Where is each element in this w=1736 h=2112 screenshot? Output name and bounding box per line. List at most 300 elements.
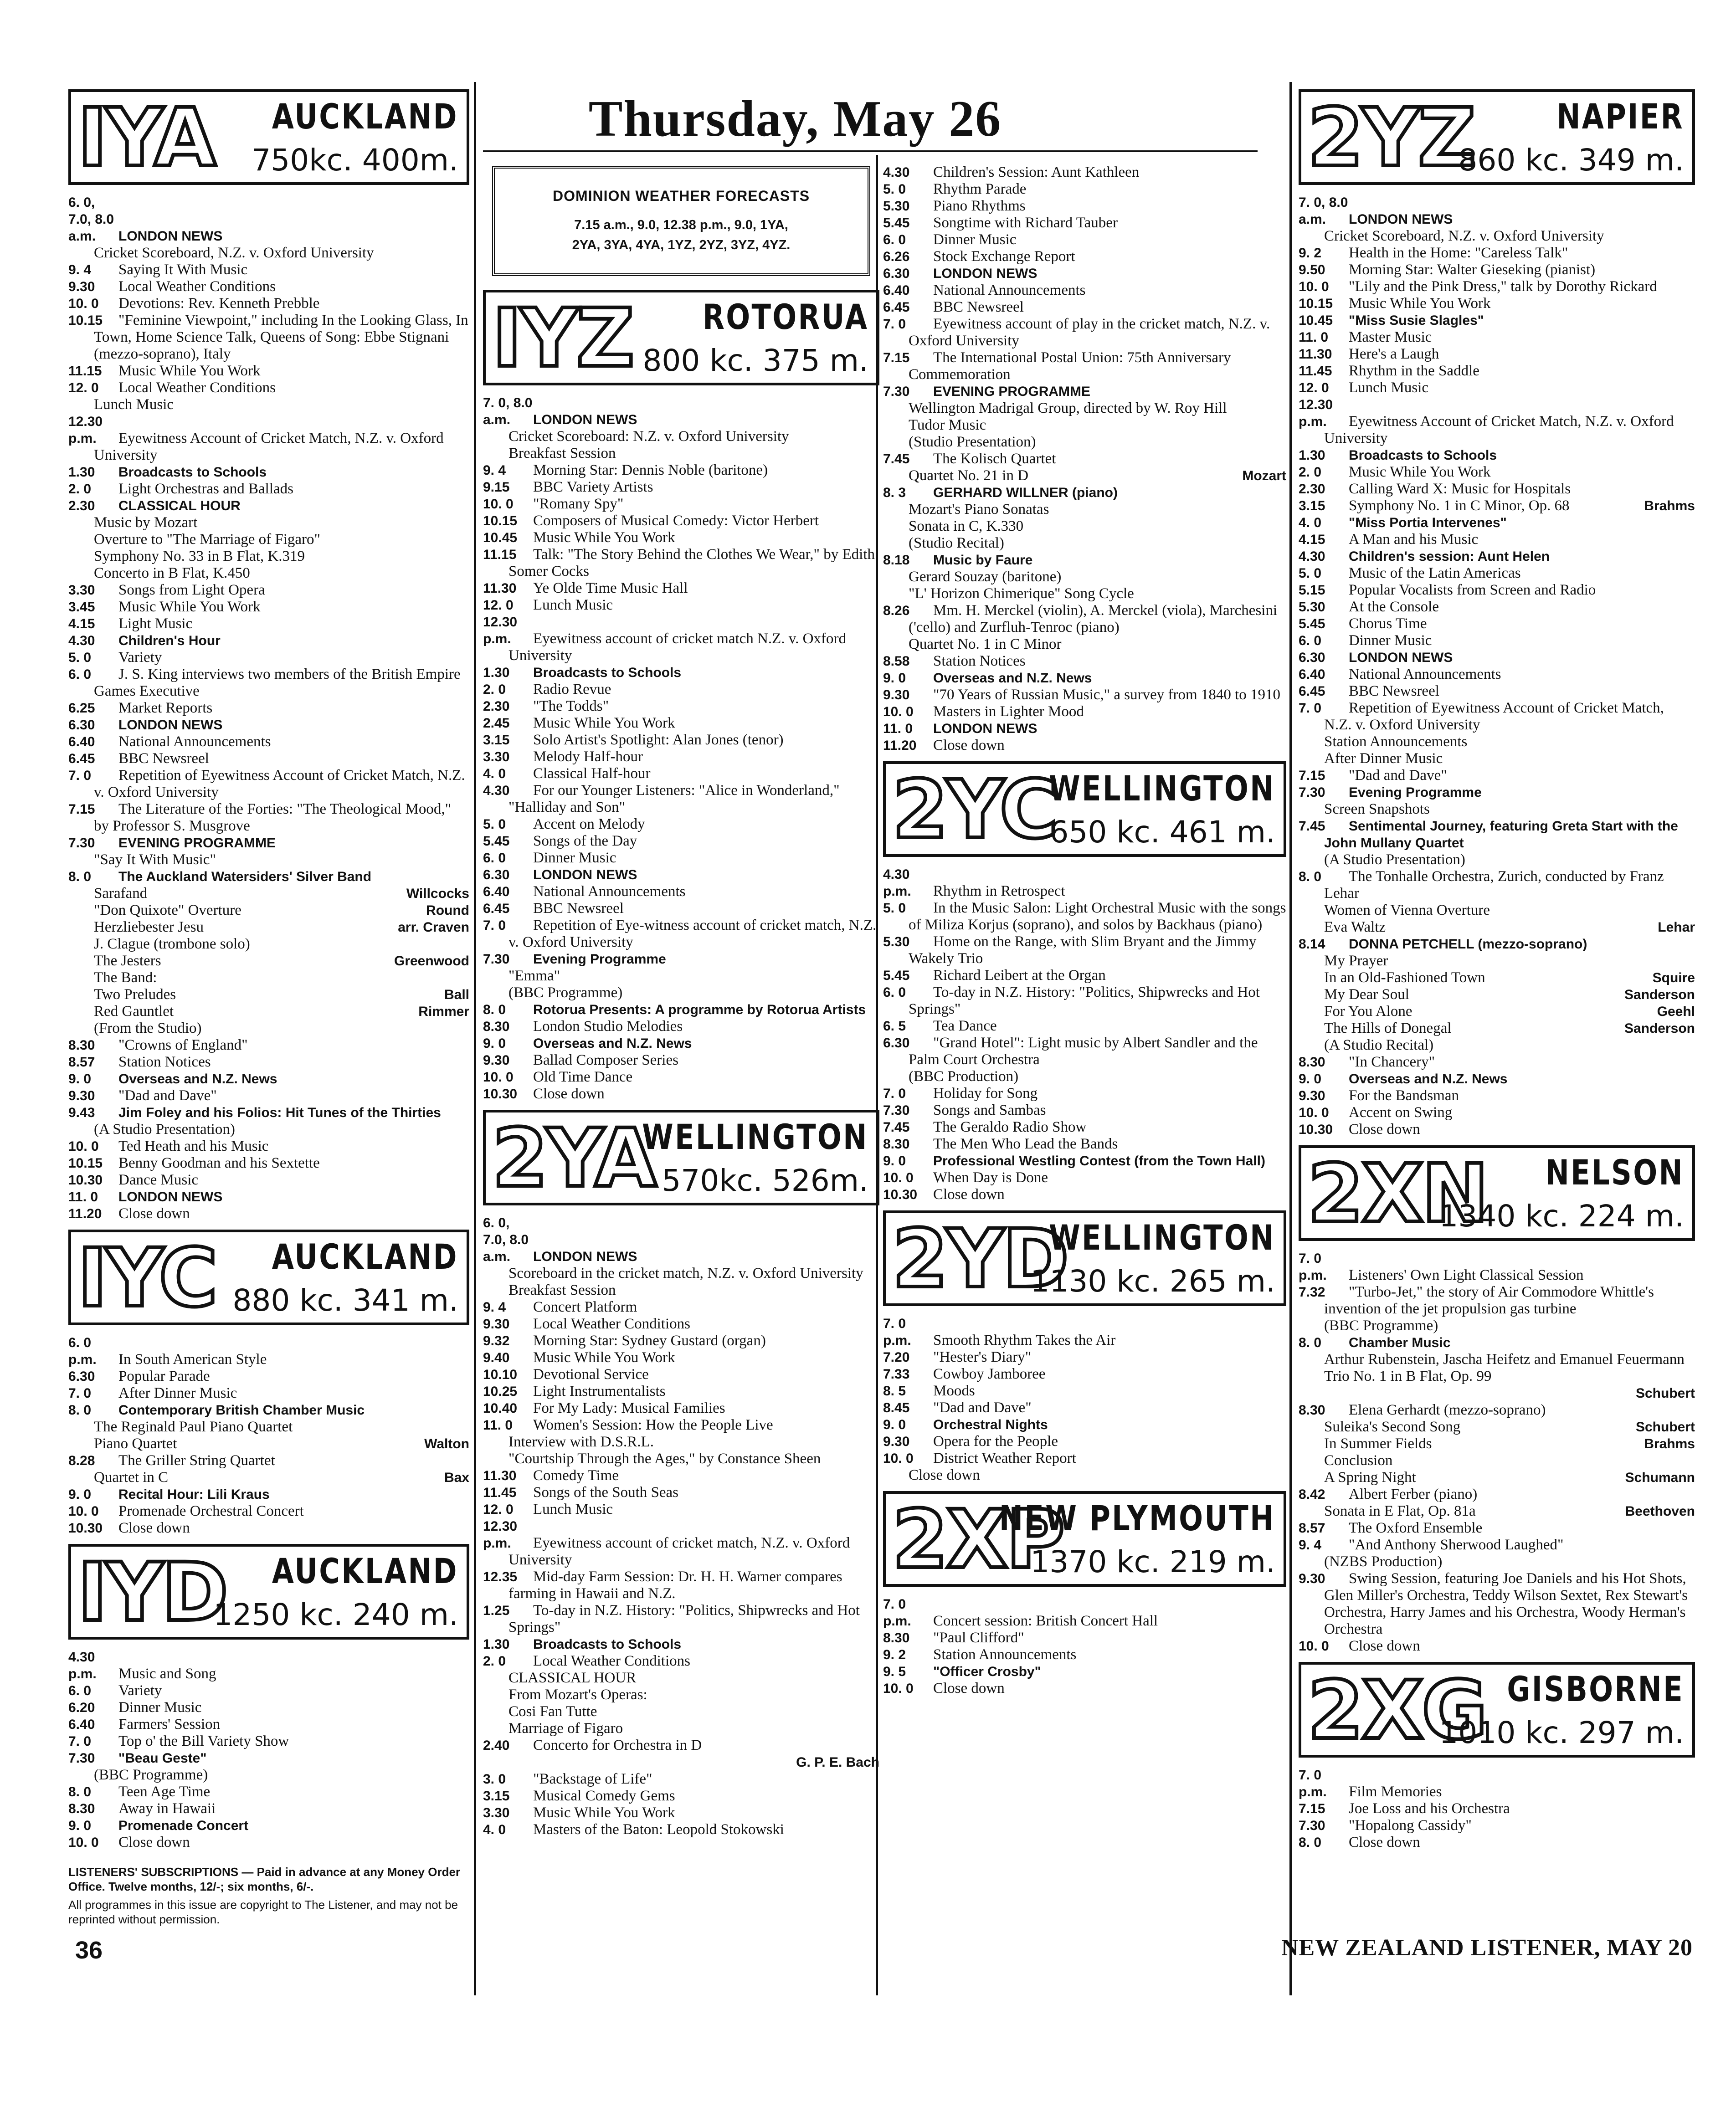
programme-title: Symphony No. 33 in B Flat, K.319 xyxy=(94,548,305,564)
programme-title: "Grand Hotel": Light music by Albert Sandler and the Palm Court Orchestra xyxy=(909,1035,1258,1068)
programme-title: The Oxford Ensemble xyxy=(1349,1520,1483,1536)
station-header xyxy=(883,761,1286,857)
programme-entry xyxy=(1299,1800,1695,1817)
programme-time: 10.45 xyxy=(1299,313,1333,328)
programme-line xyxy=(483,1687,879,1703)
programme-title: Professional Westling Contest (from the Town Hall) xyxy=(933,1153,1265,1169)
programme-title: National Announcements xyxy=(933,282,1086,298)
programme-time: 9.30 xyxy=(1299,1571,1325,1586)
programme-title: Teen Age Time xyxy=(118,1784,211,1800)
station-header xyxy=(1299,89,1695,185)
programme-entry xyxy=(883,1136,1286,1153)
programme-time: 6. 0 xyxy=(68,667,92,682)
programme-entry xyxy=(1299,1104,1695,1121)
programme-entry xyxy=(1299,481,1695,497)
programme-title: (A Studio Presentation) xyxy=(94,1121,235,1138)
programme-entry xyxy=(483,1366,879,1383)
programme-entry xyxy=(1299,1537,1695,1553)
programme-time: 8.30 xyxy=(883,1630,910,1646)
programme-title: "In Chancery" xyxy=(1349,1054,1435,1070)
programme-line xyxy=(883,1467,1286,1484)
programme-entry xyxy=(883,933,1286,967)
programme-line xyxy=(1299,1385,1695,1402)
programme-entry xyxy=(483,1771,879,1788)
programme-entry xyxy=(68,1699,469,1716)
programme-title: EVENING PROGRAMME xyxy=(933,384,1091,399)
programme-title: Sentimental Journey, featuring Greta Start with the John Mullany Quartet xyxy=(1324,819,1678,851)
programme-title: Popular Vocalists from Screen and Radio xyxy=(1349,582,1596,598)
programme-entry xyxy=(68,1520,469,1537)
programme-title: Accent on Melody xyxy=(533,816,645,832)
programme-time: 6.40 xyxy=(883,283,910,298)
programme-time: 11. 0 xyxy=(68,1189,98,1205)
programme-title: Music While You Work xyxy=(533,715,675,731)
programme-title: Opera for the People xyxy=(933,1433,1058,1450)
programme-time: 6. 0, 7.0, 8.0 a.m. xyxy=(483,1215,529,1264)
programme-title: Rotorua Presents: A programme by Rotorua Artists xyxy=(533,1002,866,1017)
programme-title: "Miss Portia Intervenes" xyxy=(1349,515,1507,530)
programme-title: Cricket Scoreboard, N.Z. v. Oxford University xyxy=(94,245,374,261)
programme-title: (BBC Programme) xyxy=(1324,1317,1438,1334)
programme-title: Local Weather Conditions xyxy=(118,379,276,396)
programme-time: 4.30 xyxy=(483,783,510,798)
station-2ya-continued xyxy=(883,164,1286,754)
station-city: GISBORNE xyxy=(1507,1669,1684,1709)
programme-title: Saying It With Music xyxy=(118,261,248,278)
programme-title: Mozart's Piano Sonatas xyxy=(909,501,1049,518)
programme-line xyxy=(883,518,1286,535)
programme-title: Tudor Music xyxy=(909,417,986,433)
programme-title: Station Announcements xyxy=(1324,733,1468,750)
station-2xg xyxy=(1299,1662,1695,1851)
programme-time: 6. 0 xyxy=(883,985,906,1000)
programme-time: 7. 0 p.m. xyxy=(1299,1251,1327,1283)
column-rule xyxy=(1289,82,1292,1995)
programme-title: LONDON NEWS xyxy=(533,412,637,427)
programme-title: Comedy Time xyxy=(533,1467,619,1484)
programme-entry xyxy=(883,1315,1286,1349)
programme-time: 8. 0 xyxy=(68,1784,92,1799)
programme-time: 3.30 xyxy=(68,583,95,598)
programme-time: 12.30 p.m. xyxy=(1299,397,1333,429)
programme-time: 12. 0 xyxy=(1299,380,1329,395)
programme-entry xyxy=(68,1682,469,1699)
programme-entry xyxy=(68,1402,469,1419)
station-header xyxy=(483,1110,879,1205)
programme-title: "Turbo-Jet," the story of Air Commodore Whittle's invention of the jet propulsion gas turbine xyxy=(1324,1284,1654,1317)
programme-title: LONDON NEWS xyxy=(118,718,223,733)
programme-entry xyxy=(1299,649,1695,666)
programme-title: (Studio Recital) xyxy=(909,535,1004,551)
programme-time: 10.45 xyxy=(483,530,518,545)
programme-time: 9.30 xyxy=(883,687,910,702)
programme-title: Here's a Laugh xyxy=(1349,346,1439,362)
programme-entry xyxy=(883,316,1286,349)
programme-time: 9.30 xyxy=(68,1088,95,1103)
programme-time: 7. 0 xyxy=(883,317,906,332)
programme-entry xyxy=(1299,1071,1695,1087)
programme-entry xyxy=(1299,1250,1695,1284)
programme-entry xyxy=(883,164,1286,181)
programme-title: Morning Star: Sydney Gustard (organ) xyxy=(533,1333,766,1349)
programme-entry xyxy=(68,1834,469,1851)
programme-title: Health in the Home: "Careless Talk" xyxy=(1349,245,1568,261)
programme-entry xyxy=(1299,868,1695,902)
programme-title: Dinner Music xyxy=(1349,632,1432,649)
programme-entry xyxy=(483,681,879,698)
station-call-sign: 2YC xyxy=(892,763,1057,856)
programme-title: Dance Music xyxy=(118,1172,199,1188)
programme-time: 2.30 xyxy=(1299,482,1325,497)
programme-title: "Backstage of Life" xyxy=(533,1771,652,1787)
programme-entry xyxy=(68,750,469,767)
programme-entry xyxy=(483,850,879,866)
programme-entry xyxy=(68,1385,469,1402)
composer-name: arr. Craven xyxy=(398,920,469,935)
copyright-notice: All programmes in this issue are copyright to The Listener, and may not be reprinted without permission. xyxy=(68,1898,458,1926)
programme-time: 10.30 xyxy=(883,1187,918,1202)
programme-title: (BBC Programme) xyxy=(94,1767,208,1783)
programme-line xyxy=(483,445,879,462)
programme-entry xyxy=(483,833,879,850)
programme-time: 10. 0 xyxy=(883,1681,914,1696)
programme-entry xyxy=(483,395,879,428)
programme-line xyxy=(1299,801,1695,818)
programme-title: "Beau Geste" xyxy=(118,1751,207,1766)
programme-line xyxy=(483,1703,879,1720)
programme-time: 5. 0 xyxy=(483,817,506,832)
composer-name: Ball xyxy=(444,987,469,1002)
programme-entry xyxy=(483,1417,879,1434)
programme-entry xyxy=(483,951,879,968)
programme-time: 2. 0 xyxy=(483,682,506,697)
programme-time: 4.30 xyxy=(68,633,95,648)
programme-line xyxy=(68,986,469,1003)
programme-title: Music While You Work xyxy=(118,599,261,615)
station-frequency: 1010 kc. 297 m. xyxy=(1439,1715,1684,1750)
programme-title: Melody Half-hour xyxy=(533,748,643,765)
page-number: 36 xyxy=(75,1937,103,1964)
programme-entry xyxy=(483,580,879,597)
programme-line xyxy=(68,969,469,986)
programme-time: 2.30 xyxy=(68,498,95,513)
composer-name: Walton xyxy=(424,1436,469,1451)
station-frequency: 570kc. 526m. xyxy=(662,1163,868,1198)
programme-time: 4. 0 xyxy=(483,766,506,781)
programme-time: 6.30 xyxy=(1299,650,1325,665)
programme-title: The Literature of the Forties: "The Theological Mood," by Professor S. Musgrove xyxy=(94,801,452,834)
station-1yd xyxy=(68,1544,469,1851)
programme-entry xyxy=(483,1052,879,1069)
programme-line xyxy=(483,428,879,445)
programme-time: 9. 5 xyxy=(883,1664,906,1679)
programme-title: Lunch Music xyxy=(94,396,174,413)
programme-title: "Lily and the Pink Dress," talk by Dorothy Rickard xyxy=(1349,278,1657,295)
programme-time: 9. 0 xyxy=(883,671,906,686)
programme-title: Rhythm in Retrospect xyxy=(933,883,1065,899)
programme-entry xyxy=(1299,1570,1695,1638)
programme-time: 5.30 xyxy=(883,934,910,949)
programme-time: 4. 0 xyxy=(1299,515,1322,530)
programme-title: In South American Style xyxy=(118,1351,267,1368)
programme-title: Dinner Music xyxy=(933,231,1017,248)
programme-time: 9. 4 xyxy=(1299,1538,1322,1553)
programme-title: Lunch Music xyxy=(533,1501,613,1517)
programme-title: Music While You Work xyxy=(1349,295,1491,312)
programme-entry xyxy=(483,479,879,496)
programme-entry xyxy=(883,967,1286,984)
programme-time: 11. 0 xyxy=(483,1418,513,1433)
programme-title: "L' Horizon Chimerique" Song Cycle xyxy=(909,585,1134,602)
programme-title: To-day in N.Z. History: "Politics, Shipwrecks and Hot Springs" xyxy=(909,984,1260,1017)
programme-time: 9.30 xyxy=(68,279,95,294)
programme-title: (BBC Programme) xyxy=(508,984,623,1001)
programme-title: For the Bandsman xyxy=(1349,1087,1459,1104)
programme-title: Evening Programme xyxy=(1349,785,1482,800)
programme-entry xyxy=(68,1486,469,1503)
programme-title: Home on the Range, with Slim Bryant and the Jimmy Wakely Trio xyxy=(909,933,1257,967)
programme-title: The Reginald Paul Piano Quartet xyxy=(94,1419,293,1435)
programme-title: "Don Quixote" Overture xyxy=(94,902,241,918)
programme-title: Overseas and N.Z. News xyxy=(118,1071,277,1087)
programme-entry xyxy=(883,248,1286,265)
programme-time: 6. 5 xyxy=(883,1019,906,1034)
station-call-sign: 2YA xyxy=(492,1112,655,1205)
programme-entry xyxy=(483,715,879,732)
programme-title: Music of the Latin Americas xyxy=(1349,565,1521,581)
composer-name: Willcocks xyxy=(406,886,469,901)
programme-time: 2. 0 xyxy=(68,482,92,497)
programme-title: Masters of the Baton: Leopold Stokowski xyxy=(533,1821,784,1838)
programme-title: Eyewitness account of cricket match, N.Z. v. Oxford University xyxy=(508,1535,850,1568)
programme-title: Accent on Swing xyxy=(1349,1104,1453,1121)
station-city: AUCKLAND xyxy=(272,96,458,137)
programme-title: "Feminine Viewpoint," including In the Looking Glass, In Town, Home Science Talk, Queens of Song: Ebbe Stignani (mezzo-soprano), Italy xyxy=(94,312,468,362)
programme-entry xyxy=(68,413,469,464)
programme-title: Mm. H. Merckel (violin), A. Merckel (viola), Marchesini ('cello) and Zurfluh-Tenroc (piano) xyxy=(909,602,1278,636)
programme-title: Sonata in E Flat, Op. 81a xyxy=(1324,1503,1476,1519)
programme-entry xyxy=(68,1138,469,1155)
programme-entry xyxy=(1299,599,1695,615)
programme-line xyxy=(883,417,1286,434)
programme-title: Close down xyxy=(933,1186,1005,1203)
programme-line xyxy=(883,569,1286,585)
programme-time: 12.30 p.m. xyxy=(483,615,518,646)
programme-title: Close down xyxy=(118,1834,190,1851)
programme-title: Red Gauntlet xyxy=(94,1003,174,1020)
station-1yc xyxy=(68,1230,469,1537)
programme-entry xyxy=(1299,447,1695,464)
programme-entry xyxy=(1299,194,1695,228)
programme-time: 7.30 xyxy=(1299,1818,1325,1833)
programme-title: Calling Ward X: Music for Hospitals xyxy=(1349,481,1571,497)
weather-heading: DOMINION WEATHER FORECASTS xyxy=(552,188,810,204)
programme-line xyxy=(1299,750,1695,767)
programme-time: 1.30 xyxy=(1299,448,1325,463)
programme-entry xyxy=(68,1155,469,1172)
programme-time: 11.30 xyxy=(1299,347,1332,362)
programme-time: 3. 0 xyxy=(483,1772,506,1787)
programme-time: 7. 0 xyxy=(68,1386,92,1401)
programme-entry xyxy=(68,1817,469,1834)
programme-entry xyxy=(1299,548,1695,565)
programme-entry xyxy=(483,1467,879,1484)
programme-title: Devotions: Rev. Kenneth Prebble xyxy=(118,295,320,312)
programme-title: BBC Newsreel xyxy=(533,900,624,917)
station-frequency: 880 kc. 341 m. xyxy=(232,1283,458,1318)
station-call-sign: IYC xyxy=(77,1231,216,1325)
programme-title: Close down xyxy=(533,1086,605,1102)
programme-title: Concerto for Orchestra in D xyxy=(533,1737,702,1753)
programme-time: 3.15 xyxy=(483,1789,510,1804)
programme-title: Evening Programme xyxy=(533,952,666,967)
programme-time: 10. 0 xyxy=(68,1504,99,1519)
programme-line xyxy=(483,1720,879,1737)
programme-entry xyxy=(68,615,469,632)
programme-title: (Studio Presentation) xyxy=(909,434,1036,450)
programme-title: Repetition of Eyewitness Account of Cricket Match, N.Z. v. Oxford University xyxy=(1324,700,1664,733)
programme-time: 8.30 xyxy=(1299,1403,1325,1418)
programme-entry xyxy=(1299,295,1695,312)
programme-entry xyxy=(483,1484,879,1501)
programme-entry xyxy=(483,614,879,664)
station-city: AUCKLAND xyxy=(272,1551,458,1591)
station-frequency: 1130 kc. 265 m. xyxy=(1030,1264,1275,1299)
programme-entry xyxy=(68,312,469,363)
programme-line xyxy=(1299,1317,1695,1334)
programme-title: Ballad Composer Series xyxy=(533,1052,678,1068)
programme-entry xyxy=(1299,1334,1695,1351)
programme-time: 10.25 xyxy=(483,1384,518,1399)
station-city: AUCKLAND xyxy=(272,1236,458,1277)
programme-time: 8.30 xyxy=(68,1038,95,1053)
programme-time: 6. 0 xyxy=(68,1683,92,1698)
programme-entry xyxy=(1299,278,1695,295)
programme-title: A Man and his Music xyxy=(1349,531,1479,548)
subscription-heading: LISTENERS' SUBSCRIPTIONS — Paid in advance at any Money Order Office. Twelve months, 12/-; six months, 6/-. xyxy=(68,1865,461,1893)
programme-line xyxy=(68,902,469,919)
programme-title: (A Studio Presentation) xyxy=(1324,851,1465,868)
station-call-sign: 2XN xyxy=(1308,1147,1487,1241)
programme-title: Music by Mozart xyxy=(94,514,198,531)
programme-time: 6.45 xyxy=(1299,684,1325,699)
programme-time: 6.30 xyxy=(68,718,95,733)
programme-time: 9. 0 xyxy=(883,1153,906,1169)
programme-entry xyxy=(1299,666,1695,683)
programme-title: "Dad and Dave" xyxy=(118,1087,217,1104)
programme-title: Composers of Musical Comedy: Victor Herbert xyxy=(533,513,819,529)
programme-entry xyxy=(1299,531,1695,548)
programme-entry xyxy=(483,1018,879,1035)
programme-entry xyxy=(1299,582,1695,599)
programme-time: 10.15 xyxy=(68,313,103,328)
programme-entry xyxy=(883,1018,1286,1035)
programme-time: 10.40 xyxy=(483,1401,518,1416)
programme-time: 8.30 xyxy=(483,1019,510,1034)
programme-entry xyxy=(1299,615,1695,632)
programme-time: 6.25 xyxy=(68,701,95,716)
subscription-notice xyxy=(68,1865,469,1927)
programme-line xyxy=(68,953,469,969)
programme-title: (From the Studio) xyxy=(94,1020,202,1036)
programme-time: 10. 0 xyxy=(1299,279,1329,294)
programme-title: Scoreboard in the cricket match, N.Z. v. Oxford University xyxy=(508,1265,863,1282)
programme-time: 12.30 p.m. xyxy=(483,1519,518,1551)
programme-entry xyxy=(68,1452,469,1469)
programme-entry xyxy=(483,782,879,816)
programme-entry xyxy=(68,767,469,801)
station-header xyxy=(68,89,469,185)
programme-title: "The Todds" xyxy=(533,698,609,714)
programme-entry xyxy=(68,1784,469,1800)
programme-title: Cricket Scoreboard, N.Z. v. Oxford University xyxy=(1324,228,1604,244)
programme-title: Classical Half-hour xyxy=(533,765,651,782)
programme-entry xyxy=(483,1788,879,1804)
programme-entry xyxy=(883,720,1286,737)
programme-time: 10. 0 xyxy=(483,1070,514,1085)
programme-title: The Griller String Quartet xyxy=(118,1452,275,1469)
programme-title: Broadcasts to Schools xyxy=(533,1637,682,1652)
programme-title: Women of Vienna Overture xyxy=(1324,902,1490,918)
programme-time: 11.45 xyxy=(483,1485,517,1500)
programme-time: 6. 0 xyxy=(483,851,506,866)
programme-line xyxy=(883,636,1286,653)
programme-title: Lunch Music xyxy=(533,597,613,613)
programme-line xyxy=(1299,986,1695,1003)
programme-title: Variety xyxy=(118,1682,162,1699)
programme-time: 7. 0 p.m. xyxy=(883,1597,911,1629)
programme-title: Ted Heath and his Music xyxy=(118,1138,269,1154)
programme-time: 6.30 xyxy=(883,266,910,281)
programme-entry xyxy=(68,278,469,295)
programme-entry xyxy=(68,1205,469,1222)
programme-line xyxy=(68,1121,469,1138)
composer-name: Sanderson xyxy=(1624,987,1695,1002)
programme-entry xyxy=(1299,396,1695,447)
programme-entry xyxy=(68,1503,469,1520)
programme-title: BBC Newsreel xyxy=(933,299,1024,315)
programme-title: A Spring Night xyxy=(1324,1469,1416,1486)
programme-entry xyxy=(883,602,1286,636)
programme-entry xyxy=(68,1800,469,1817)
programme-time: 7.30 xyxy=(68,836,95,851)
programme-title: "Dad and Dave" xyxy=(1349,767,1447,784)
programme-time: 5. 0 xyxy=(1299,566,1322,581)
programme-title: Eyewitness Account of Cricket Match, N.Z. v. Oxford University xyxy=(94,430,444,463)
composer-name: Round xyxy=(426,903,469,918)
programme-time: 5.30 xyxy=(1299,600,1325,615)
programme-title: Promenade Orchestral Concert xyxy=(118,1503,304,1519)
programme-entry xyxy=(483,866,879,883)
programme-title: Chamber Music xyxy=(1349,1335,1451,1350)
programme-entry xyxy=(483,1821,879,1838)
programme-entry xyxy=(1299,1284,1695,1317)
column-4 xyxy=(1299,82,1695,1851)
programme-time: 6.30 xyxy=(68,1369,95,1384)
programme-time: 5.45 xyxy=(483,834,510,849)
programme-time: 8.30 xyxy=(883,1137,910,1152)
programme-time: 10. 0 xyxy=(68,1835,99,1850)
programme-entry xyxy=(883,1102,1286,1119)
programme-entry xyxy=(883,1153,1286,1169)
programme-title: EVENING PROGRAMME xyxy=(118,836,276,851)
programme-line xyxy=(1299,851,1695,868)
station-call-sign: 2YZ xyxy=(1308,91,1474,185)
programme-entry xyxy=(1299,329,1695,346)
programme-time: 10.30 xyxy=(483,1087,518,1102)
programme-title: Chorus Time xyxy=(1349,615,1427,632)
programme-time: 10.15 xyxy=(483,513,518,528)
